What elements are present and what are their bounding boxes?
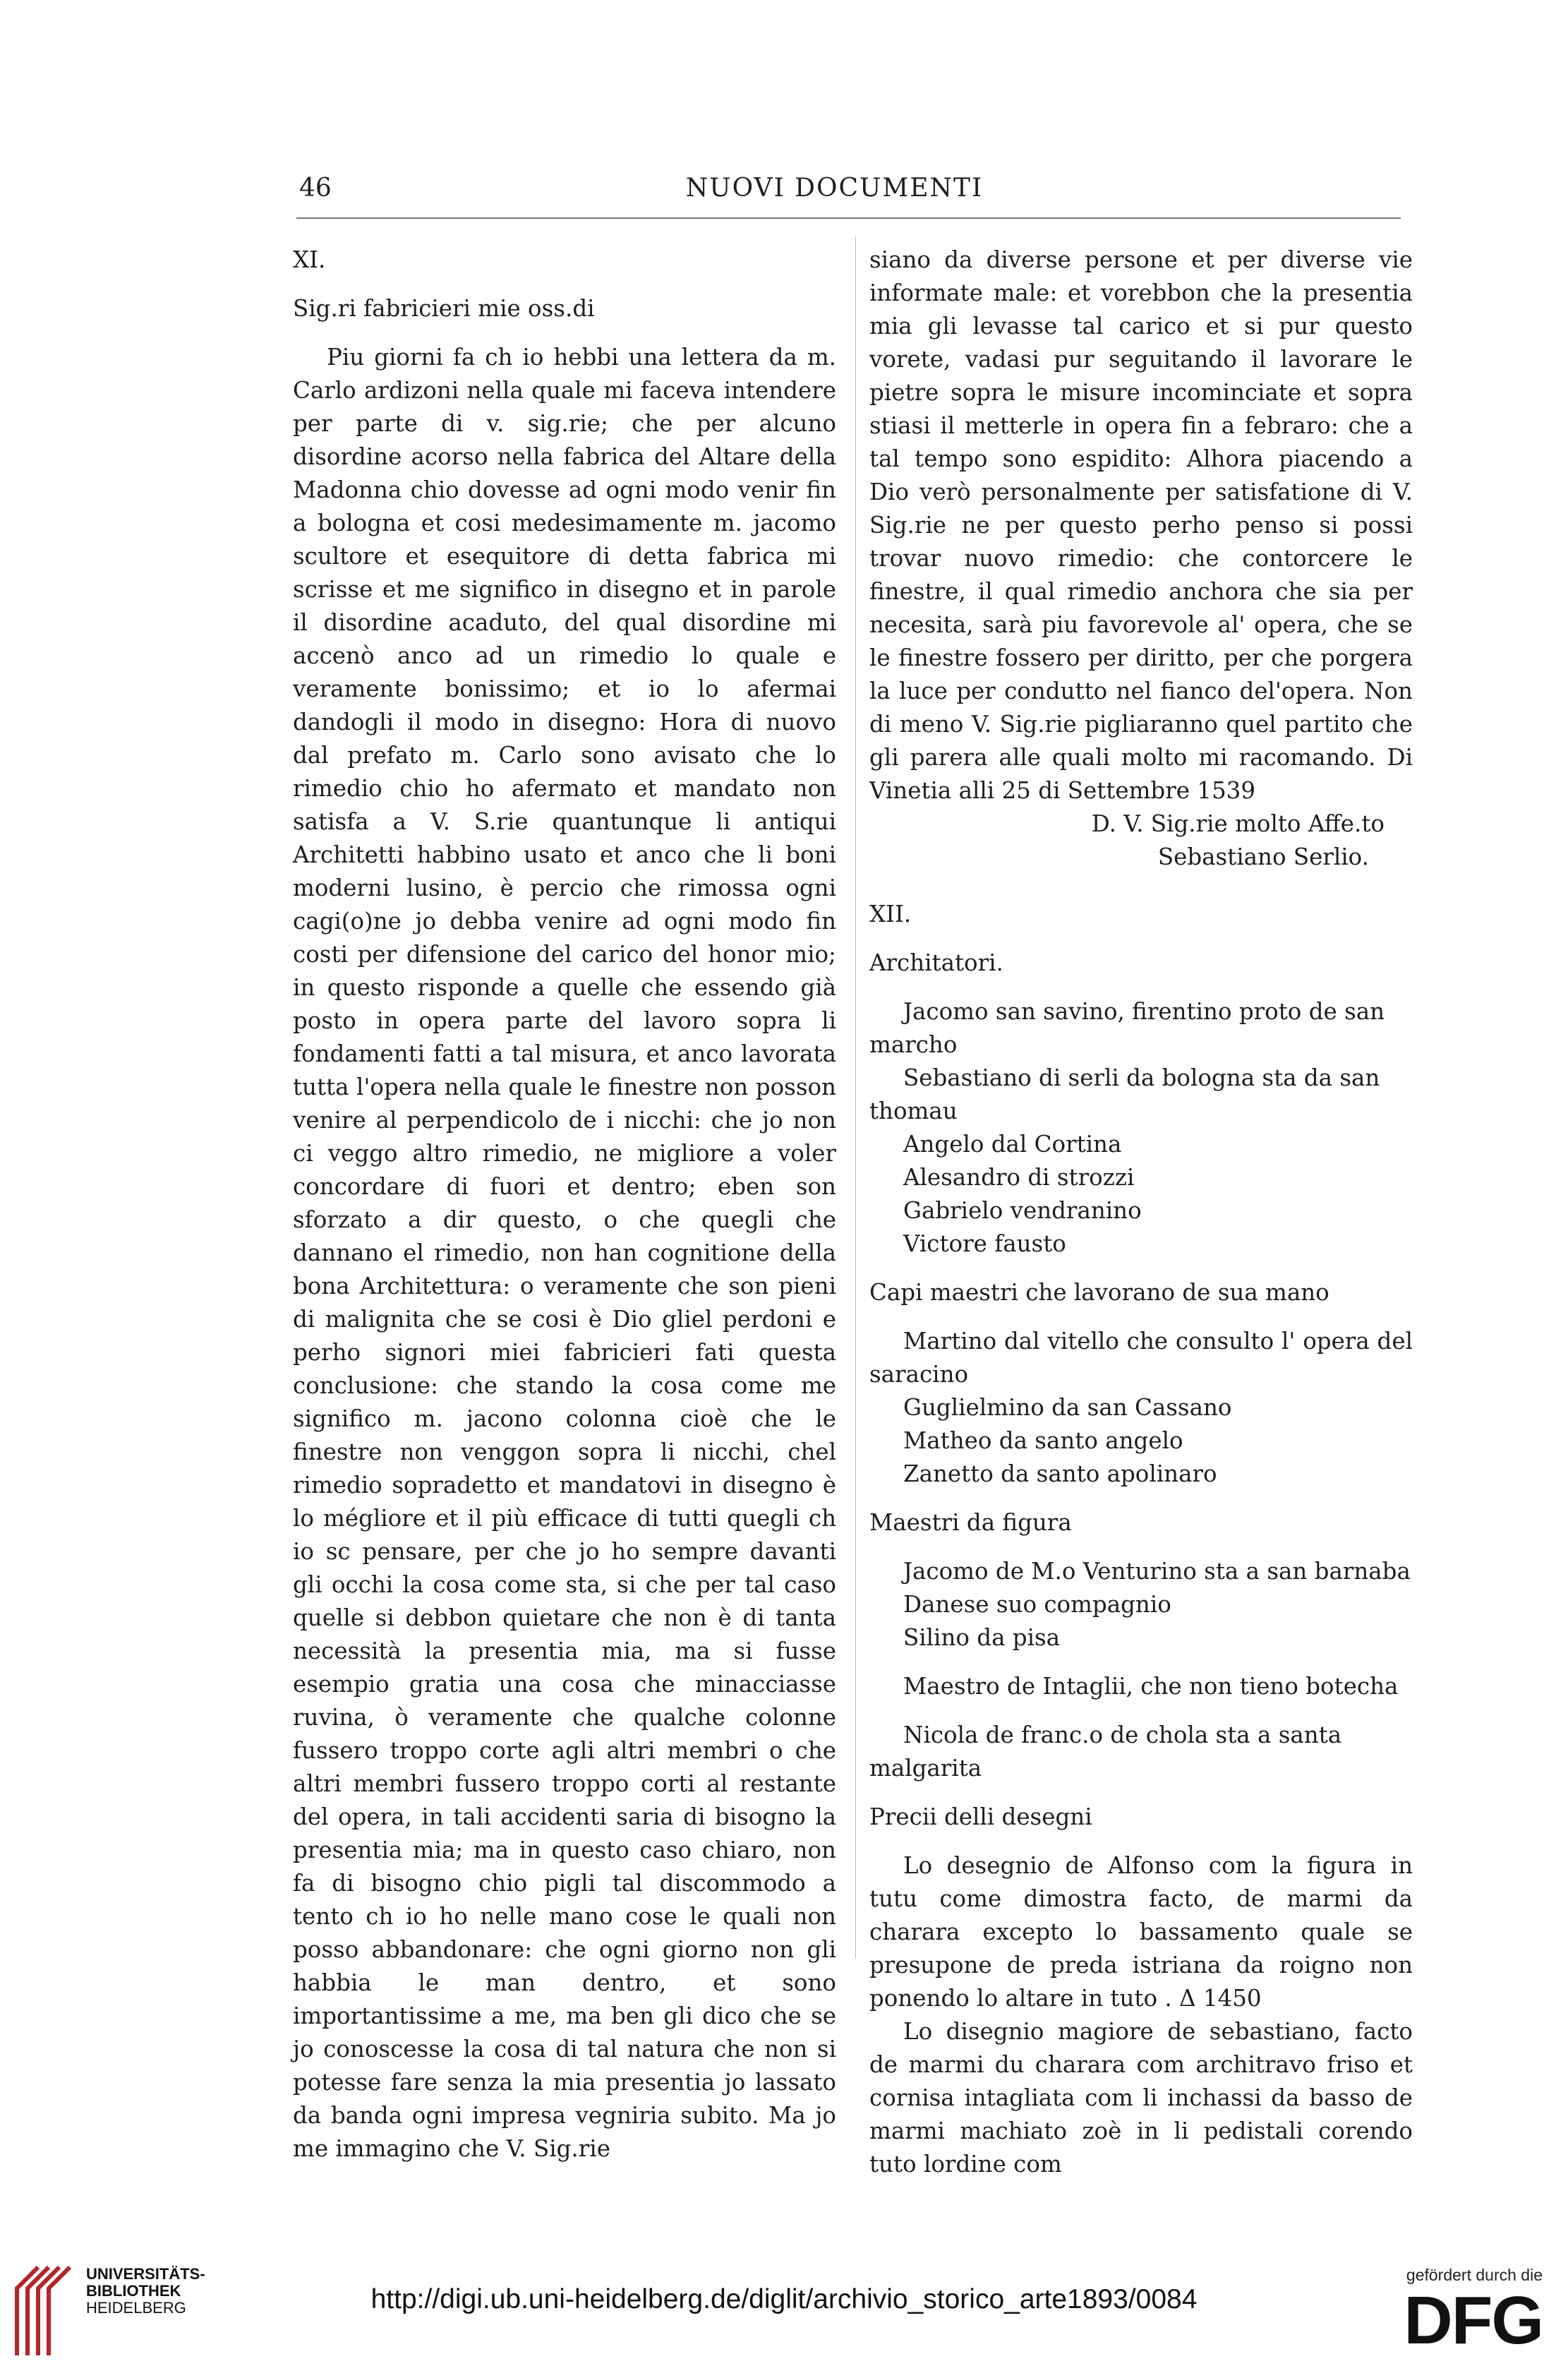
institution-line: UNIVERSITÄTS-: [86, 2265, 205, 2283]
intagli-block: [869, 1670, 1413, 1785]
list-item: Martino dal vitello che consulto l' opera del saracino: [869, 1328, 1413, 1388]
running-title: NUOVI DOCUMENTI: [685, 174, 984, 203]
capi-list: [869, 1325, 1413, 1491]
precii-paragraph: Lo disegnio magiore de sebastiano, facto de marmi du charara com architravo friso et cornisa intagliata com li inchassi da basso de marmi machiato zoè in li pedistali corendo tuto lordine com: [869, 2018, 1413, 2178]
section-number-xi: XI.: [293, 246, 326, 273]
section-number-xii: XII.: [869, 901, 912, 927]
intagli-line: Maestro de Intaglii, che non tieno botecha: [903, 1673, 1399, 1700]
salutation: Sig.ri fabricieri mie oss.di: [293, 295, 595, 322]
list-item: Jacomo de M.o Venturino sta a san barnaba: [903, 1558, 1411, 1585]
left-column: [293, 244, 836, 2166]
institution-line: BIBLIOTHEK: [86, 2282, 181, 2300]
funding-text: gefördert durch die: [1406, 2266, 1543, 2284]
letter-body: Piu giorni fa ch io hebbi una lettera da m. Carlo ardizoni nella quale mi faceva intendere per parte di v. sig.rie; che per alcuno disordine acorso nella fabrica del Altare della Madonna chio dovesse ad ogni modo venir fin a bologna et cosi medesimamente m. jacomo scultore et esequitore di detta fabrica mi scrisse et me significo in disegno et in parole il disordine acaduto, del qual disordine mi accenò anco ad un rimedio lo quale e veramente bonissimo; et io lo afermai dandogli il modo in disegno: Hora di nuovo dal prefato m. Carlo sono avisato che lo rimedio chio ho afermato et mandato non satisfa a V. S.rie quantunque li antiqui Architetti habbino usato et anco che li boni moderni lusino, è percio che rimossa ogni cagi(o)ne jo debba venire ad ogni modo fin costi per difensione del carico del honor mio; in questo risponde a quelle che essendo già posto in opera parte del lavoro sopra li fondamenti fatti a tal misura, et anco lavorata tutta l'opera nella quale le finestre non posson venire al perpendicolo de i nicchi: che jo non ci veggo altro rimedio, ne migliore a voler concordare di fuori et dentro; eben son sforzato a dir questo, o che quegli che dannano el rimedio, non han cognitione della bona Architettura: o veramente che son pieni di malignita che se cosi è Dio gliel perdoni e perho signori miei fabricieri fati questa conclusione: che stando la cosa come me significo m. jacono colonna cioè che le finestre non venggon sopra li nicchi, chel rimedio sopradetto et mandatovi in disegno è lo mégliore et il più efficace di tutti quegli ch io sc pensare, per che jo ho sempre davanti gli occhi la cosa come sta, si che per tal caso quelle si debbon quietare che non è di tanta necessità la presentia mia, ma si fusse esempio gratia una cosa che minacciasse ruvina, ò veramente che qualche colonne fussero troppo corte agli altri membri o che altri membri fussero troppo corti al restante del opera, in tali accidenti saria di bisogno la presentia mia; ma in questo caso chiaro, non fa di bisogno chio pigli tal discommodo a tento ch io ho nelle mano cose le quali non posso abbandonare: che ogni giorno non gli habbia le man dentro, et sono importantissime a me, ma ben gli dico che se jo conoscesse la cosa di tal natura che non si potesse fare senza la mia presentia jo lassato da banda ogni impresa vegniria subito. Ma jo me immagino che V. Sig.rie: [293, 344, 836, 2162]
precii-paragraph: Lo desegnio de Alfonso com la figura in tutu come dimostra facto, de marmi da charara excepto lo bassamento quale se presupone de preda istriana da roigno non ponendo lo altare in tuto . Δ 1450: [869, 1852, 1413, 2012]
list-item: Alesandro di strozzi: [903, 1164, 1135, 1191]
list-item: Zanetto da santo apolinaro: [903, 1460, 1217, 1487]
figura-list: [869, 1555, 1413, 1655]
institution-line: HEIDELBERG: [86, 2299, 186, 2317]
list-item: Danese suo compagnio: [903, 1591, 1171, 1618]
letter-signature: Sebastiano Serlio.: [1157, 843, 1369, 870]
footer: [0, 2252, 1568, 2366]
letter-closing: D. V. Sig.rie molto Affe.to: [1091, 810, 1385, 837]
list-item: Gabrielo vendranino: [903, 1197, 1142, 1224]
figura-heading: Maestri da figura: [869, 1509, 1072, 1536]
nicola-line: Nicola de franc.o de chola sta a santa malgarita: [869, 1722, 1342, 1782]
right-column: [869, 244, 1413, 2181]
list-item: Jacomo san savino, firentino proto de san marcho: [869, 998, 1385, 1058]
list-item: Victore fausto: [903, 1230, 1066, 1257]
list-item: Angelo dal Cortina: [903, 1131, 1122, 1158]
source-url-link[interactable]: http://digi.ub.uni-heidelberg.de/diglit/archivio_storico_arte1893/0084: [370, 2284, 1198, 2314]
architects-list: [869, 995, 1413, 1261]
list-item: Silino da pisa: [903, 1624, 1061, 1651]
page-header: [268, 164, 1401, 206]
column-divider: [855, 236, 856, 1959]
list-item: Guglielmino da san Cassano: [903, 1394, 1232, 1421]
list-item: Sebastiano di serli da bologna sta da san thomau: [869, 1064, 1380, 1124]
list-item: Matheo da santo angelo: [903, 1427, 1183, 1454]
letter-continuation: siano da diverse persone et per diverse vie informate male: et vorebbon che la presentia mia gli levasse tal carico et si pur questo vorete, vadasi pur seguitando il lavorare le pietre sopra le misure incominciate et sopra stiasi il metterle in opera fin a febraro: che a tal tempo sono espidito: Alhora piacendo a Dio verò personalmente per satisfatione di V. Sig.rie ne per questo perho penso si possi trovar nuovo rimedio: che contorcere le finestre, il qual rimedio anchora che sia per necesita, sarà piu favorevole al' opera, che se le finestre fossero per diritto, per che porgera la luce per condutto nel fianco del'opera. Non di meno V. Sig.rie pigliaranno quel partito che gli parera alle quali molto mi racomando. Di Vinetia alli 25 di Settembre 1539: [869, 246, 1413, 804]
precii-heading: Precii delli desegni: [869, 1803, 1092, 1830]
dfg-logo: DFG: [1404, 2283, 1543, 2358]
page-number: 46: [299, 174, 332, 203]
architects-heading: Architatori.: [869, 949, 1003, 976]
header-rule: [296, 217, 1401, 219]
capi-heading: Capi maestri che lavorano de sua mano: [869, 1279, 1329, 1306]
